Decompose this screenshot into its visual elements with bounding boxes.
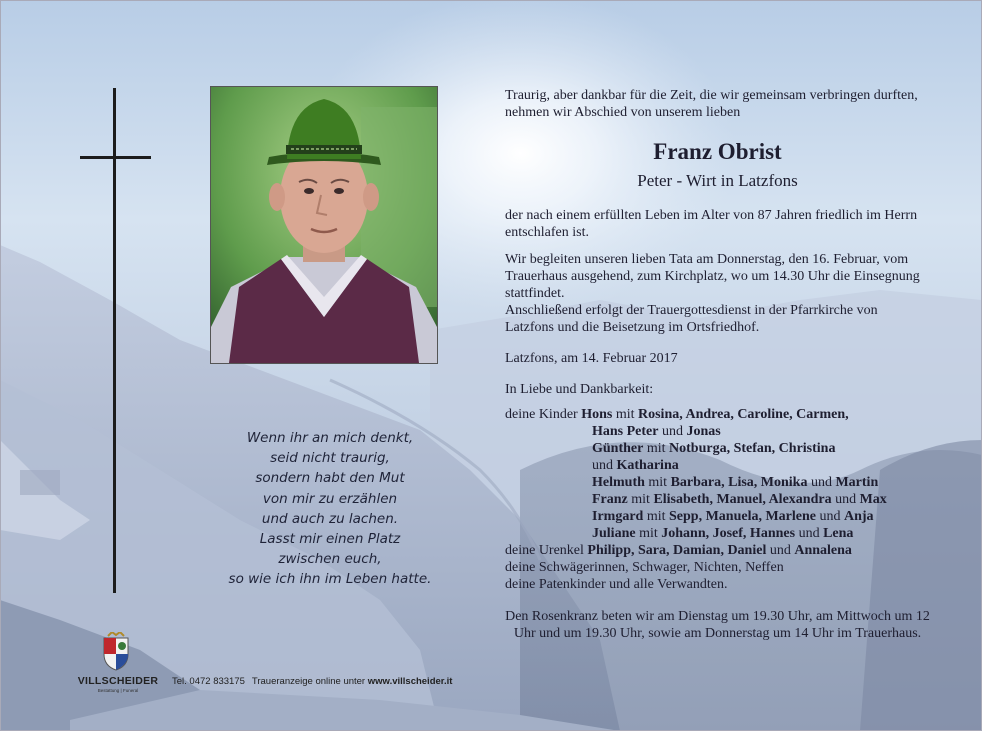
mass-text: Anschließend erfolgt der Trauergottesdienst in der Pfarrkirche von Latzfons und die Beisetzung im Ortsfriedhof. <box>505 303 878 335</box>
poem-line: so wie ich ihn im Leben hatte. <box>228 571 432 588</box>
mourner-line: Juliane mit Johann, Josef, Hannes und Lena <box>592 526 854 541</box>
telephone: Tel. 0472 833175 <box>172 676 245 687</box>
poem-line: zwischen euch, <box>278 551 382 568</box>
obituary-text <box>505 87 930 642</box>
portrait-photo <box>210 86 438 364</box>
mourners-intro: In Liebe und Dankbarkeit: <box>505 382 654 397</box>
mourner-line: deine Kinder Hons mit Rosina, Andrea, Caroline, Carmen, <box>505 407 849 422</box>
deceased-subtitle: Peter - Wirt in Latzfons <box>637 171 798 190</box>
mourner-line: deine Urenkel Philipp, Sara, Damian, Daniel und Annalena <box>505 543 852 558</box>
website-link[interactable]: www.villscheider.it <box>367 676 453 687</box>
mourner-line: Irmgard mit Sepp, Manuela, Marlene und Anja <box>592 509 874 524</box>
mourner-line: Helmuth mit Barbara, Lisa, Monika und Martin <box>592 475 879 490</box>
mourner-line: Hans Peter und Jonas <box>592 424 721 439</box>
death-text: der nach einem erfüllten Leben im Alter von 87 Jahren friedlich im Herrn entschlafen ist. <box>505 208 918 240</box>
funeral-text: Wir begleiten unseren lieben Tata am Donnerstag, den 16. Februar, vom Trauerhaus ausgehend, zum Kirchplatz, wo um 14.30 Uhr die Einsegnung stattfindet. <box>505 252 920 301</box>
cross-horizontal <box>80 156 151 159</box>
company-tagline: Bestattung | Funeral <box>97 688 139 693</box>
rosary-text: Den Rosenkranz beten wir am Dienstag um 19.30 Uhr, am Mittwoch um 12 Uhr und um 19.30 Uhr, sowie am Donnerstag um 14 Uhr im Trauerhaus. <box>505 609 930 641</box>
mourner-line: und Katharina <box>592 458 679 473</box>
online-label: Traueranzeige online unter <box>251 676 366 687</box>
poem-line: Wenn ihr an mich denkt, <box>246 430 414 446</box>
mourner-line: Franz mit Elisabeth, Manuel, Alexandra und Max <box>592 492 887 507</box>
poem-line: sondern habt den Mut <box>255 470 405 487</box>
cross-vertical <box>113 88 116 593</box>
contact-line <box>172 676 452 687</box>
company-name: VILLSCHEIDER <box>77 675 159 687</box>
mourner-line: deine Schwägerinnen, Schwager, Nichten, Neffen <box>505 560 784 575</box>
deceased-name: Franz Obrist <box>653 139 782 164</box>
poem-line: von mir zu erzählen <box>262 490 398 507</box>
intro-text: Traurig, aber dankbar für die Zeit, die wir gemeinsam verbringen durften, nehmen wir Abschied von unserem lieben <box>505 88 918 120</box>
mourner-line: deine Patenkinder und alle Verwandten. <box>505 577 728 592</box>
poem-line: und auch zu lachen. <box>261 510 399 527</box>
place-date: Latzfons, am 14. Februar 2017 <box>505 351 678 366</box>
poem <box>200 428 460 590</box>
company-logo <box>76 632 156 677</box>
poem-line: seid nicht traurig, <box>270 450 390 467</box>
mourner-line: Günther mit Notburga, Stefan, Christina <box>592 441 836 456</box>
poem-line: Lasst mir einen Platz <box>259 531 401 548</box>
